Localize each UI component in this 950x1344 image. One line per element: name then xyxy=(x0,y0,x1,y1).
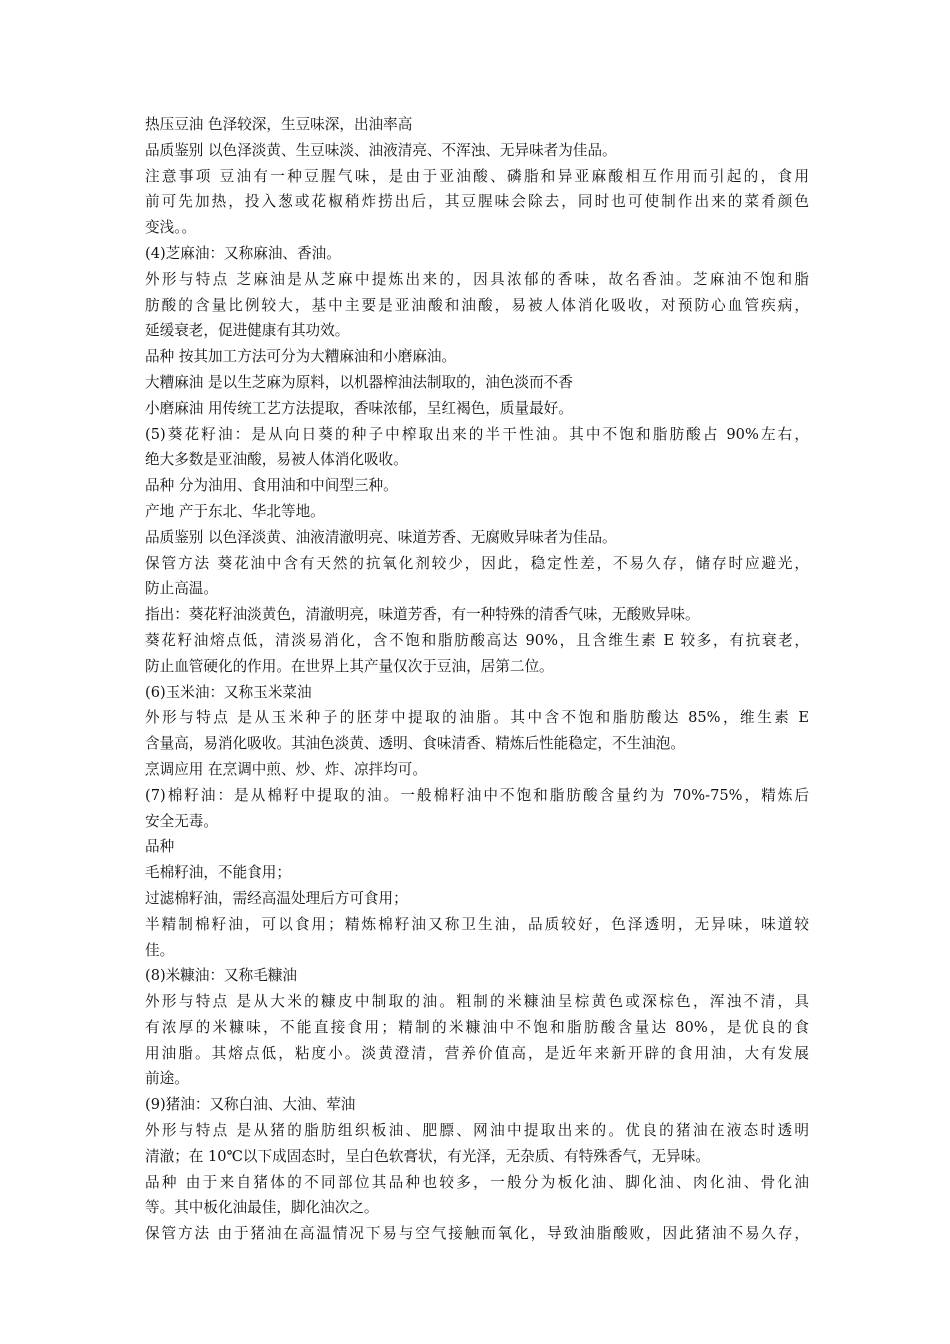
text-line: 前途。 xyxy=(145,1070,189,1088)
text-line: (7)棉籽油：是从棉籽中提取的油。一般棉籽油中不饱和脂肪酸含量约为 70%-75%，精炼后 xyxy=(145,786,809,804)
text-line: 含量高，易消化吸收。其油色淡黄、透明、食味清香、精炼后性能稳定，不生油泡。 xyxy=(145,735,685,753)
text-line: 防止血管硬化的作用。在世界上其产量仅次于豆油，居第二位。 xyxy=(145,657,554,675)
text-line: 品种 xyxy=(145,838,175,856)
text-line: (5)葵花籽油：是从向日葵的种子中榨取出来的半干性油。其中不饱和脂肪酸占 90%左右， xyxy=(145,425,809,443)
text-line: 品质鉴别 以色泽淡黄、油液清澈明亮、味道芳香、无腐败异味者为佳品。 xyxy=(145,528,617,546)
text-line: 外形与特点 是从大米的糠皮中制取的油。粗制的米糠油呈棕黄色或深棕色，浑浊不清，具 xyxy=(145,993,809,1011)
text-line: 品种 分为油用、食用油和中间型三种。 xyxy=(145,477,398,495)
text-line: 大糟麻油 是以生芝麻为原料，以机器榨油法制取的，油色淡而不香 xyxy=(145,373,573,391)
document-body xyxy=(145,112,809,1247)
text-line: 毛棉籽油，不能食用； xyxy=(145,864,291,882)
text-line: 品种 由于来自猪体的不同部位其品种也较多，一般分为板化油、脚化油、肉化油、骨化油 xyxy=(145,1173,809,1191)
text-line: 过滤棉籽油，需经高温处理后方可食用； xyxy=(145,889,408,907)
text-line: 肪酸的含量比例较大，基中主要是亚油酸和油酸，易被人体消化吸收，对预防心血管疾病， xyxy=(145,296,809,314)
text-line: 外形与特点 是从猪的脂肪组织板油、肥膘、网油中提取出来的。优良的猪油在液态时透明 xyxy=(145,1122,809,1140)
text-line: 半精制棉籽油，可以食用；精炼棉籽油又称卫生油，品质较好，色泽透明，无异味，味道较 xyxy=(145,915,809,933)
text-line: (6)玉米油：又称玉米菜油 xyxy=(145,683,312,701)
text-line: 有浓厚的米糠味，不能直接食用；精制的米糠油中不饱和脂肪酸含量达 80%，是优良的食 xyxy=(145,1018,809,1036)
text-line: 指出：葵花籽油淡黄色，清澈明亮，味道芳香，有一种特殊的清香气味，无酸败异味。 xyxy=(145,606,700,624)
text-line: 保管方法 由于猪油在高温情况下易与空气接触而氧化，导致油脂酸败，因此猪油不易久存， xyxy=(145,1225,809,1243)
text-line: (4)芝麻油：又称麻油、香油。 xyxy=(145,244,341,262)
text-line: 清澈；在 10℃以下成固态时，呈白色软膏状，有光泽，无杂质、有特殊香气，无异味。 xyxy=(145,1147,710,1165)
text-line: 保管方法 葵花油中含有天然的抗氧化剂较少，因此，稳定性差，不易久存，储存时应避光， xyxy=(145,554,809,572)
text-line: 佳。 xyxy=(145,941,175,959)
text-line: 小磨麻油 用传统工艺方法提取，香味浓郁，呈红褐色，质量最好。 xyxy=(145,399,573,417)
text-line: 烹调应用 在烹调中煎、炒、炸、凉拌均可。 xyxy=(145,760,427,778)
text-line: 产地 产于东北、华北等地。 xyxy=(145,502,325,520)
text-line: 绝大多数是亚油酸，易被人体消化吸收。 xyxy=(145,451,408,469)
text-line: 品质鉴别 以色泽淡黄、生豆味淡、油液清亮、不浑浊、无异味者为佳品。 xyxy=(145,141,617,159)
text-line: 品种 按其加工方法可分为大糟麻油和小磨麻油。 xyxy=(145,348,457,366)
text-line: 用油脂。其熔点低，粘度小。淡黄澄清，营养价值高，是近年来新开辟的食用油，大有发展 xyxy=(145,1044,809,1062)
text-line: (8)米糠油：又称毛糠油 xyxy=(145,967,298,985)
text-line: 延缓衰老，促进健康有其功效。 xyxy=(145,322,350,340)
text-line: 变浅。。 xyxy=(145,219,197,237)
text-line: 葵花籽油熔点低，清淡易消化，含不饱和脂肪酸高达 90%，且含维生素 E 较多，有抗衰老， xyxy=(145,631,809,649)
text-line: 前可先加热，投入葱或花椒稍炸捞出后，其豆腥味会除去，同时也可使制作出来的菜肴颜色 xyxy=(145,193,809,211)
text-line: 外形与特点 芝麻油是从芝麻中提炼出来的，因具浓郁的香味，故名香油。芝麻油不饱和脂 xyxy=(145,270,809,288)
text-line: 热压豆油 色泽较深，生豆味深，出油率高 xyxy=(145,116,413,133)
text-line: 等。其中板化油最佳，脚化油次之。 xyxy=(145,1199,379,1217)
text-line: (9)猪油：又称白油、大油、荤油 xyxy=(145,1096,356,1114)
text-line: 防止高温。 xyxy=(145,580,218,598)
text-line: 安全无毒。 xyxy=(145,812,218,830)
text-line: 外形与特点 是从玉米种子的胚芽中提取的油脂。其中含不饱和脂肪酸达 85%，维生素 E xyxy=(145,709,809,727)
text-line: 注意事项 豆油有一种豆腥气味，是由于亚油酸、磷脂和异亚麻酸相互作用而引起的，食用 xyxy=(145,167,809,185)
